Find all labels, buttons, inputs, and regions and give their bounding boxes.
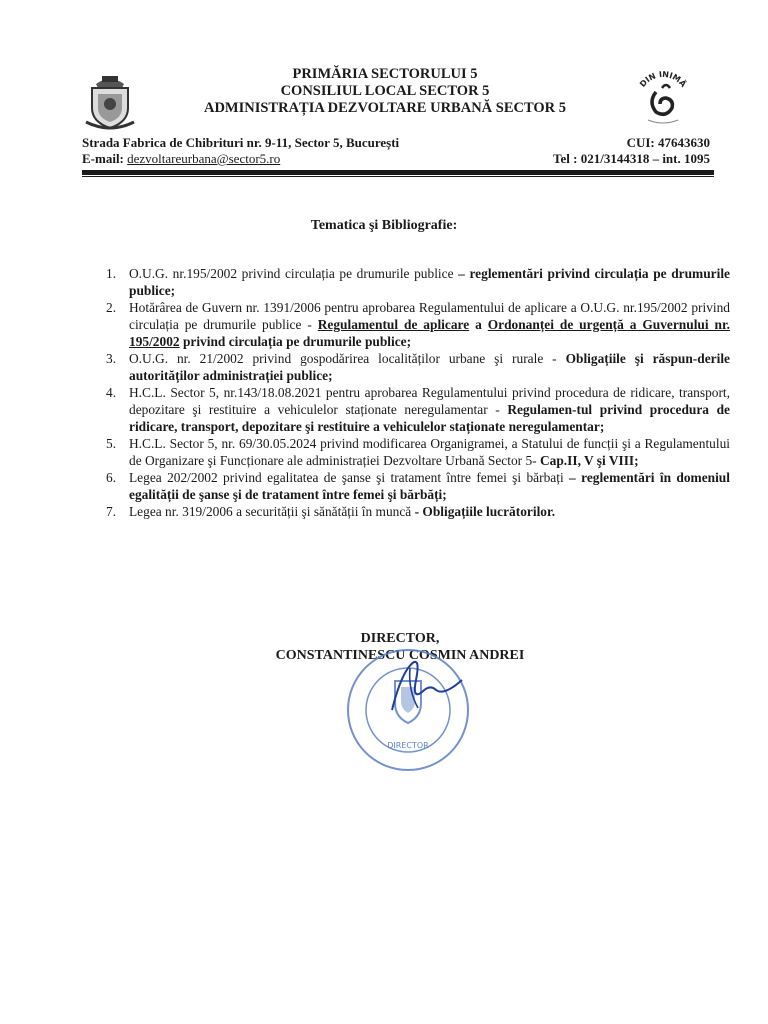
- document-title: Tematica şi Bibliografie:: [310, 218, 458, 233]
- stamp-text: DIRECTOR: [387, 741, 429, 750]
- item-bold-text: – reglementări în domeniul egalității de şanse şi de tratament între femei şi bărbăți;: [129, 470, 730, 502]
- phone-number: Tel : 021/3144318 – int. 1095: [553, 151, 710, 166]
- header-line-1: PRIMĂRIA SECTORULUI 5: [292, 66, 478, 82]
- item-text: H.C.L. Sector 5, nr. 69/30.05.2024 privind modificarea Organigramei, a Statului de funcții şi a Regulamentului de Organizare şi Funcționare ale administrației Dezvoltare Urbană Sector 5-: [129, 436, 730, 468]
- item-bold-text: Obligațiile şi răspun-derile autorităților administrației publice;: [129, 351, 730, 383]
- item-text: Hotărârea de Guvern nr. 1391/2006 pentru aprobarea Regulamentului de aplicare a O.U.G. nr.195/2002 privind circulația pe drumurile publice -: [129, 300, 730, 332]
- list-item: [94, 299, 730, 350]
- institution-header: [160, 66, 610, 117]
- item-number: 2.: [106, 300, 117, 315]
- list-item: [94, 503, 730, 520]
- email-link[interactable]: dezvoltareurbana@sector5.ro: [127, 151, 281, 166]
- item-number: 6.: [106, 470, 117, 485]
- header-divider-thin: [82, 176, 714, 177]
- list-item: [94, 435, 730, 469]
- director-name: CONSTANTINESCU COSMIN ANDREI: [275, 648, 525, 663]
- item-underlined-text: Ordonanței de urgență a Guvernului nr. 195/2002: [129, 317, 731, 349]
- din-inima-logo-icon: [628, 62, 698, 132]
- header-divider-thick: [82, 170, 714, 175]
- item-bold-text: Cap.II, V şi VIII;: [539, 453, 639, 468]
- email-label: E-mail:: [82, 151, 124, 166]
- list-item: [94, 469, 730, 503]
- item-bold-text: - Obligațiile lucrătorilor.: [414, 504, 556, 519]
- handwritten-signature: [372, 650, 472, 720]
- item-text: O.U.G. nr. 21/2002 privind gospodărirea localităților urbane şi rurale -: [129, 351, 566, 366]
- bibliography-list: [94, 265, 730, 520]
- item-bold-text: privind circulația pe drumurile publice;: [179, 334, 412, 349]
- right-logo-text: DIN INIMĂ: [638, 69, 688, 89]
- item-bold-text: Regulamen-tul privind procedura de ridicare, transport, depozitare şi restituire a vehiculelor staționate neregulamentar;: [129, 402, 730, 434]
- contact-block: [553, 135, 710, 167]
- item-number: 4.: [106, 385, 117, 400]
- item-underlined-text: Regulamentul de aplicare: [317, 317, 470, 332]
- item-number: 3.: [106, 351, 117, 366]
- header-line-3: ADMINISTRAȚIA DEZVOLTARE URBANĂ SECTOR 5: [203, 100, 567, 116]
- item-bold-text: – reglementări privind circulația pe drumurile publice;: [129, 266, 730, 298]
- item-number: 1.: [106, 266, 117, 281]
- item-number: 5.: [106, 436, 117, 451]
- list-item: [94, 384, 730, 435]
- coat-of-arms-icon: [82, 70, 138, 130]
- header-line-2: CONSILIUL LOCAL SECTOR 5: [280, 83, 490, 99]
- item-text: H.C.L. Sector 5, nr.143/18.08.2021 pentru aprobarea Regulamentului privind procedura de ridicare, transport, depozitare şi restituire a vehiculelor staționate neregulamentar -: [129, 385, 730, 417]
- item-text: Legea 202/2002 privind egalitatea de şanse şi tratament între femei şi bărbați: [129, 470, 570, 485]
- item-bold-text: a: [469, 317, 488, 332]
- list-item: [94, 350, 730, 384]
- list-item: [94, 265, 730, 299]
- item-text: Legea nr. 319/2006 a securității şi sănătății în muncă: [129, 504, 415, 519]
- item-number: 7.: [106, 504, 117, 519]
- street-address: Strada Fabrica de Chibrituri nr. 9-11, Sector 5, București: [82, 135, 400, 150]
- cui-number: CUI: 47643630: [626, 135, 710, 150]
- director-role: DIRECTOR,: [360, 631, 440, 646]
- item-text: O.U.G. nr.195/2002 privind circulația pe drumurile publice: [129, 266, 459, 281]
- address-block: [82, 135, 399, 167]
